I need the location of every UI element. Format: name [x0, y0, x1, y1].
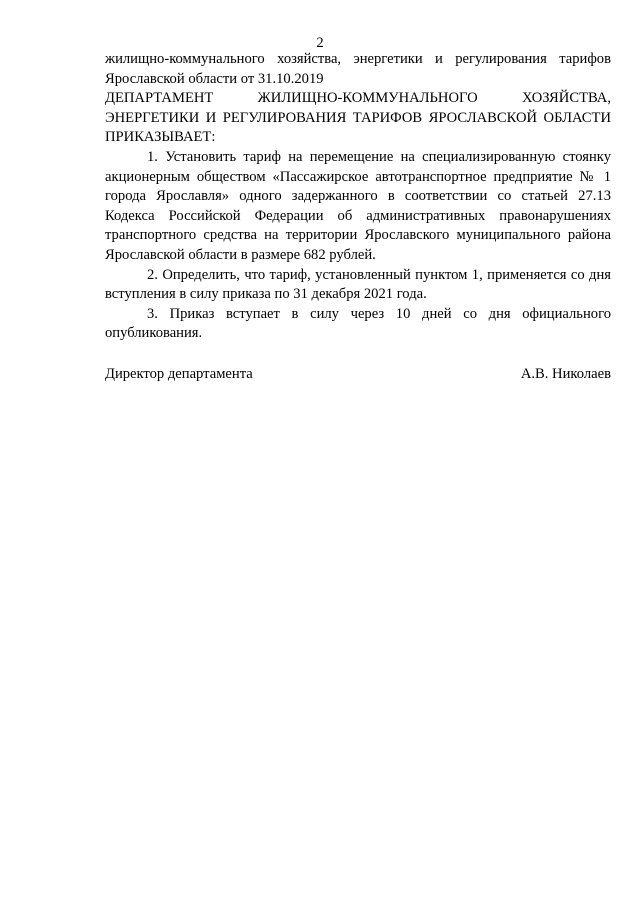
- signatory-position: Директор департамента: [105, 366, 253, 382]
- item-1-paragraph: 1. Установить тариф на перемещение на специализированную стоянку акционерным обществом «Пассажирское автотранспортное предприятие № 1 города Ярославля» одного задержанного в соответствии со статьей 27.13 Кодекса Российской Федерации об административных правонарушениях транспортного средства на территории Ярославского муниципального района Ярославской области в размере 682 рублей.: [105, 148, 611, 263]
- intro-paragraph: жилищно-коммунального хозяйства, энергетики и регулирования тарифов Ярославской области от 31.10.2019: [105, 51, 611, 87]
- signatory-name: А.В. Николаев: [520, 366, 611, 382]
- page-number: 2: [316, 35, 324, 51]
- item-2-paragraph: 2. Определить, что тариф, установленный пунктом 1, применяется со дня вступления в силу приказа по 31 декабря 2021 года.: [105, 266, 611, 303]
- signature-block: [105, 365, 611, 384]
- decree-paragraph: ДЕПАРТАМЕНТ ЖИЛИЩНО-КОММУНАЛЬНОГО ХОЗЯЙСТВА, ЭНЕРГЕТИКИ И РЕГУЛИРОВАНИЯ ТАРИФОВ ЯРОСЛАВСКОЙ ОБЛАСТИ ПРИКАЗЫВАЕТ:: [105, 90, 611, 146]
- document-body: [105, 50, 611, 344]
- item-3-paragraph: 3. Приказ вступает в силу через 10 дней со дня официального опубликования.: [105, 305, 611, 342]
